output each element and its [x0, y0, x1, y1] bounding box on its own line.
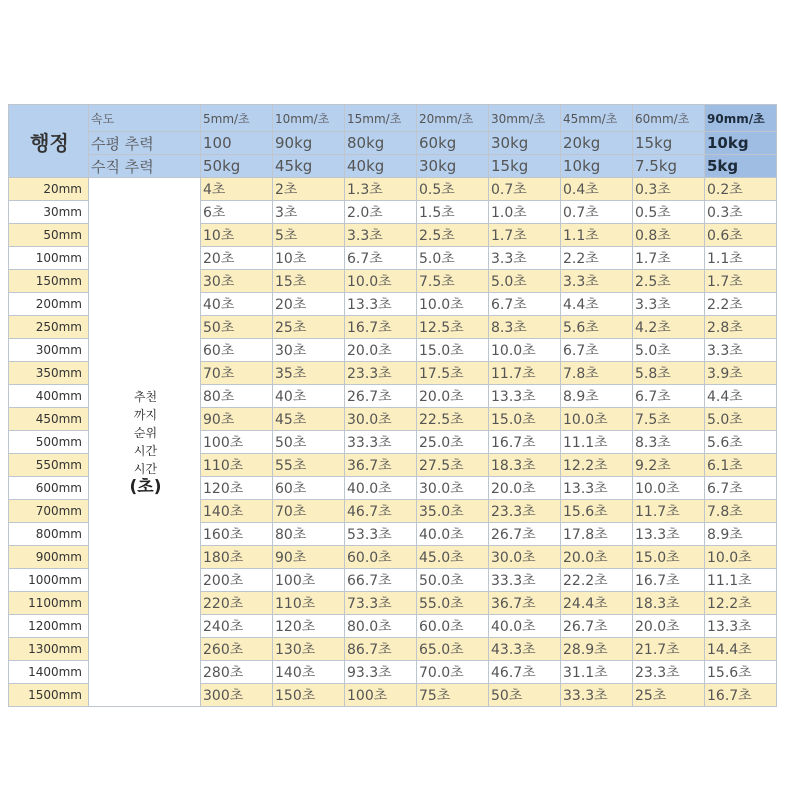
stroke-label: 700mm	[9, 500, 89, 523]
stroke-label: 100mm	[9, 247, 89, 270]
side-label-line: 순위	[133, 426, 158, 440]
time-cell: 21.7초	[633, 638, 705, 661]
time-cell: 20초	[201, 247, 273, 270]
time-cell: 25초	[273, 316, 345, 339]
header-speed-cell: 30mm/초	[489, 105, 561, 132]
time-cell: 13.3초	[705, 615, 777, 638]
header-horizontal-cell: 15kg	[633, 132, 705, 155]
time-cell: 53.3초	[345, 523, 417, 546]
time-cell: 0.2초	[705, 178, 777, 201]
header-speed-cell: 10mm/초	[273, 105, 345, 132]
time-cell: 5.6초	[705, 431, 777, 454]
stroke-label: 800mm	[9, 523, 89, 546]
time-cell: 220초	[201, 592, 273, 615]
time-cell: 120초	[201, 477, 273, 500]
time-cell: 15초	[273, 270, 345, 293]
time-cell: 6.7초	[345, 247, 417, 270]
time-cell: 9.2초	[633, 454, 705, 477]
time-cell: 22.5초	[417, 408, 489, 431]
time-cell: 10초	[201, 224, 273, 247]
time-cell: 0.3초	[705, 201, 777, 224]
time-cell: 0.7초	[489, 178, 561, 201]
time-cell: 4.4초	[705, 385, 777, 408]
time-cell: 70초	[273, 500, 345, 523]
time-cell: 20.0초	[633, 615, 705, 638]
time-cell: 0.5초	[633, 201, 705, 224]
time-cell: 3.3초	[345, 224, 417, 247]
time-cell: 23.3초	[633, 661, 705, 684]
time-cell: 13.3초	[345, 293, 417, 316]
time-cell: 15.6초	[705, 661, 777, 684]
header-horizontal-cell: 80kg	[345, 132, 417, 155]
stroke-label: 400mm	[9, 385, 89, 408]
time-cell: 3.3초	[489, 247, 561, 270]
header-label-speed: 속도	[89, 105, 201, 132]
time-cell: 2.2초	[705, 293, 777, 316]
time-cell: 2.5초	[417, 224, 489, 247]
time-cell: 5.0초	[489, 270, 561, 293]
time-cell: 6.7초	[561, 339, 633, 362]
time-cell: 30초	[273, 339, 345, 362]
header-speed-cell: 45mm/초	[561, 105, 633, 132]
time-cell: 90초	[201, 408, 273, 431]
time-cell: 80초	[273, 523, 345, 546]
time-cell: 200초	[201, 569, 273, 592]
time-cell: 93.3초	[345, 661, 417, 684]
header-row-horizontal	[9, 132, 777, 155]
header-vertical-cell: 50kg	[201, 155, 273, 178]
header-row-vertical	[9, 155, 777, 178]
time-cell: 30.0초	[489, 546, 561, 569]
time-cell: 1.1초	[561, 224, 633, 247]
time-cell: 35초	[273, 362, 345, 385]
time-cell: 20초	[273, 293, 345, 316]
time-cell: 66.7초	[345, 569, 417, 592]
time-cell: 7.5초	[417, 270, 489, 293]
time-cell: 26.7초	[561, 615, 633, 638]
stroke-label: 1500mm	[9, 684, 89, 707]
stroke-label: 450mm	[9, 408, 89, 431]
time-cell: 14.4초	[705, 638, 777, 661]
side-label-line: 시간	[133, 444, 158, 458]
time-cell: 25.0초	[417, 431, 489, 454]
time-cell: 130초	[273, 638, 345, 661]
time-cell: 5.0초	[633, 339, 705, 362]
time-cell: 36.7초	[345, 454, 417, 477]
time-cell: 0.4초	[561, 178, 633, 201]
time-cell: 20.0초	[345, 339, 417, 362]
time-cell: 10.0초	[561, 408, 633, 431]
time-cell: 43.3초	[489, 638, 561, 661]
stroke-label: 600mm	[9, 477, 89, 500]
time-cell: 60.0초	[345, 546, 417, 569]
side-label-line: 시간	[133, 462, 158, 476]
time-cell: 27.5초	[417, 454, 489, 477]
stroke-label: 150mm	[9, 270, 89, 293]
time-cell: 75초	[417, 684, 489, 707]
time-cell: 6.7초	[489, 293, 561, 316]
time-cell: 80.0초	[345, 615, 417, 638]
time-cell: 11.7초	[489, 362, 561, 385]
stroke-label: 500mm	[9, 431, 89, 454]
time-cell: 0.3초	[633, 178, 705, 201]
time-cell: 20.0초	[417, 385, 489, 408]
time-cell: 12.2초	[561, 454, 633, 477]
time-cell: 5.6초	[561, 316, 633, 339]
time-cell: 100초	[201, 431, 273, 454]
time-cell: 10.0초	[489, 339, 561, 362]
header-vertical-cell: 30kg	[417, 155, 489, 178]
time-cell: 60.0초	[417, 615, 489, 638]
time-cell: 90초	[273, 546, 345, 569]
time-cell: 16.7초	[633, 569, 705, 592]
header-horizontal-cell: 60kg	[417, 132, 489, 155]
time-cell: 110초	[201, 454, 273, 477]
time-cell: 260초	[201, 638, 273, 661]
time-cell: 45초	[273, 408, 345, 431]
side-label-line: 추천	[133, 390, 158, 404]
time-cell: 17.8초	[561, 523, 633, 546]
time-cell: 15.0초	[633, 546, 705, 569]
header-vertical-cell: 7.5kg	[633, 155, 705, 178]
time-cell: 26.7초	[345, 385, 417, 408]
time-cell: 16.7초	[345, 316, 417, 339]
header-label-vertical: 수직 추력	[89, 155, 201, 178]
time-cell: 5.0초	[705, 408, 777, 431]
time-cell: 1.7초	[705, 270, 777, 293]
time-cell: 8.3초	[489, 316, 561, 339]
time-cell: 22.2초	[561, 569, 633, 592]
time-cell: 11.1초	[561, 431, 633, 454]
time-cell: 2.0초	[345, 201, 417, 224]
time-cell: 18.3초	[633, 592, 705, 615]
time-cell: 20.0초	[561, 546, 633, 569]
stroke-label: 30mm	[9, 201, 89, 224]
time-cell: 1.1초	[705, 247, 777, 270]
time-cell: 12.5초	[417, 316, 489, 339]
time-cell: 1.7초	[633, 247, 705, 270]
time-cell: 17.5초	[417, 362, 489, 385]
time-cell: 18.3초	[489, 454, 561, 477]
time-cell: 13.3초	[633, 523, 705, 546]
time-cell: 140초	[273, 661, 345, 684]
header-vertical-cell: 40kg	[345, 155, 417, 178]
time-cell: 26.7초	[489, 523, 561, 546]
side-label	[89, 178, 201, 707]
header-speed-cell: 15mm/초	[345, 105, 417, 132]
time-cell: 6초	[201, 201, 273, 224]
time-cell: 4.2초	[633, 316, 705, 339]
time-cell: 50초	[489, 684, 561, 707]
time-cell: 50초	[273, 431, 345, 454]
time-cell: 33.3초	[489, 569, 561, 592]
time-cell: 33.3초	[561, 684, 633, 707]
time-cell: 33.3초	[345, 431, 417, 454]
time-cell: 11.1초	[705, 569, 777, 592]
header-horizontal-cell: 100	[201, 132, 273, 155]
stroke-label: 550mm	[9, 454, 89, 477]
time-cell: 280초	[201, 661, 273, 684]
time-cell: 3.3초	[633, 293, 705, 316]
time-cell: 4.4초	[561, 293, 633, 316]
time-cell: 40.0초	[417, 523, 489, 546]
stroke-label: 200mm	[9, 293, 89, 316]
time-cell: 120초	[273, 615, 345, 638]
stroke-label: 300mm	[9, 339, 89, 362]
time-cell: 16.7초	[705, 684, 777, 707]
stroke-label: 1000mm	[9, 569, 89, 592]
side-label-line: (초)	[129, 477, 162, 497]
time-cell: 35.0초	[417, 500, 489, 523]
stroke-label: 350mm	[9, 362, 89, 385]
time-cell: 15.6초	[561, 500, 633, 523]
header-horizontal-cell: 30kg	[489, 132, 561, 155]
time-cell: 140초	[201, 500, 273, 523]
time-cell: 8.9초	[705, 523, 777, 546]
time-cell: 6.7초	[633, 385, 705, 408]
time-cell: 7.5초	[633, 408, 705, 431]
header-horizontal-cell: 90kg	[273, 132, 345, 155]
time-cell: 3.3초	[705, 339, 777, 362]
time-cell: 12.2초	[705, 592, 777, 615]
time-cell: 23.3초	[345, 362, 417, 385]
header-row-speed	[9, 105, 777, 132]
time-cell: 11.7초	[633, 500, 705, 523]
time-cell: 73.3초	[345, 592, 417, 615]
header-speed-cell: 90mm/초	[705, 105, 777, 132]
time-cell: 40초	[273, 385, 345, 408]
time-cell: 240초	[201, 615, 273, 638]
time-cell: 60초	[273, 477, 345, 500]
time-cell: 70.0초	[417, 661, 489, 684]
time-cell: 13.3초	[489, 385, 561, 408]
time-cell: 7.8초	[705, 500, 777, 523]
header-speed-cell: 20mm/초	[417, 105, 489, 132]
time-cell: 0.6초	[705, 224, 777, 247]
time-cell: 86.7초	[345, 638, 417, 661]
time-cell: 3초	[273, 201, 345, 224]
time-cell: 1.7초	[489, 224, 561, 247]
stroke-label: 250mm	[9, 316, 89, 339]
time-cell: 4초	[201, 178, 273, 201]
time-cell: 30초	[201, 270, 273, 293]
header-horizontal-cell: 10kg	[705, 132, 777, 155]
time-cell: 0.8초	[633, 224, 705, 247]
time-cell: 3.9초	[705, 362, 777, 385]
time-cell: 24.4초	[561, 592, 633, 615]
time-cell: 300초	[201, 684, 273, 707]
time-cell: 46.7초	[489, 661, 561, 684]
time-cell: 100초	[273, 569, 345, 592]
time-cell: 20.0초	[489, 477, 561, 500]
time-cell: 46.7초	[345, 500, 417, 523]
time-cell: 45.0초	[417, 546, 489, 569]
time-cell: 60초	[201, 339, 273, 362]
side-label-line: 까지	[133, 408, 158, 422]
time-cell: 50초	[201, 316, 273, 339]
table-row	[9, 178, 777, 201]
stroke-label: 20mm	[9, 178, 89, 201]
time-cell: 100초	[345, 684, 417, 707]
time-cell: 110초	[273, 592, 345, 615]
header-label-horizontal: 수평 추력	[89, 132, 201, 155]
time-cell: 2.5초	[633, 270, 705, 293]
time-cell: 1.5초	[417, 201, 489, 224]
header-vertical-cell: 15kg	[489, 155, 561, 178]
time-cell: 8.9초	[561, 385, 633, 408]
header-speed-cell: 60mm/초	[633, 105, 705, 132]
time-cell: 2.2초	[561, 247, 633, 270]
time-cell: 1.0초	[489, 201, 561, 224]
time-cell: 40.0초	[489, 615, 561, 638]
time-cell: 36.7초	[489, 592, 561, 615]
time-cell: 2초	[273, 178, 345, 201]
time-cell: 50.0초	[417, 569, 489, 592]
stroke-label: 1400mm	[9, 661, 89, 684]
time-cell: 55초	[273, 454, 345, 477]
time-cell: 15.0초	[417, 339, 489, 362]
time-cell: 55.0초	[417, 592, 489, 615]
time-cell: 5.8초	[633, 362, 705, 385]
header-horizontal-cell: 20kg	[561, 132, 633, 155]
time-cell: 30.0초	[345, 408, 417, 431]
time-cell: 1.3초	[345, 178, 417, 201]
time-cell: 10초	[273, 247, 345, 270]
time-cell: 10.0초	[633, 477, 705, 500]
time-cell: 3.3초	[561, 270, 633, 293]
time-cell: 5.0초	[417, 247, 489, 270]
time-cell: 16.7초	[489, 431, 561, 454]
time-cell: 28.9초	[561, 638, 633, 661]
time-cell: 10.0초	[345, 270, 417, 293]
header-speed-cell: 5mm/초	[201, 105, 273, 132]
time-cell: 6.7초	[705, 477, 777, 500]
time-cell: 80초	[201, 385, 273, 408]
time-cell: 0.7초	[561, 201, 633, 224]
stroke-label: 1300mm	[9, 638, 89, 661]
time-cell: 10.0초	[705, 546, 777, 569]
time-cell: 25초	[633, 684, 705, 707]
stroke-label: 50mm	[9, 224, 89, 247]
time-cell: 70초	[201, 362, 273, 385]
time-cell: 65.0초	[417, 638, 489, 661]
time-cell: 15.0초	[489, 408, 561, 431]
time-cell: 40초	[201, 293, 273, 316]
time-cell: 2.8초	[705, 316, 777, 339]
time-cell: 150초	[273, 684, 345, 707]
stroke-label: 900mm	[9, 546, 89, 569]
stroke-label: 1200mm	[9, 615, 89, 638]
header-vertical-cell: 5kg	[705, 155, 777, 178]
time-cell: 23.3초	[489, 500, 561, 523]
time-cell: 180초	[201, 546, 273, 569]
table-title: 행정	[9, 105, 89, 178]
time-cell: 6.1초	[705, 454, 777, 477]
time-cell: 40.0초	[345, 477, 417, 500]
time-cell: 30.0초	[417, 477, 489, 500]
time-cell: 160초	[201, 523, 273, 546]
header-vertical-cell: 45kg	[273, 155, 345, 178]
stroke-time-table	[8, 104, 777, 707]
time-cell: 0.5초	[417, 178, 489, 201]
time-cell: 8.3초	[633, 431, 705, 454]
header-vertical-cell: 10kg	[561, 155, 633, 178]
time-cell: 5초	[273, 224, 345, 247]
time-cell: 7.8초	[561, 362, 633, 385]
time-cell: 31.1초	[561, 661, 633, 684]
time-cell: 13.3초	[561, 477, 633, 500]
time-cell: 10.0초	[417, 293, 489, 316]
stroke-label: 1100mm	[9, 592, 89, 615]
